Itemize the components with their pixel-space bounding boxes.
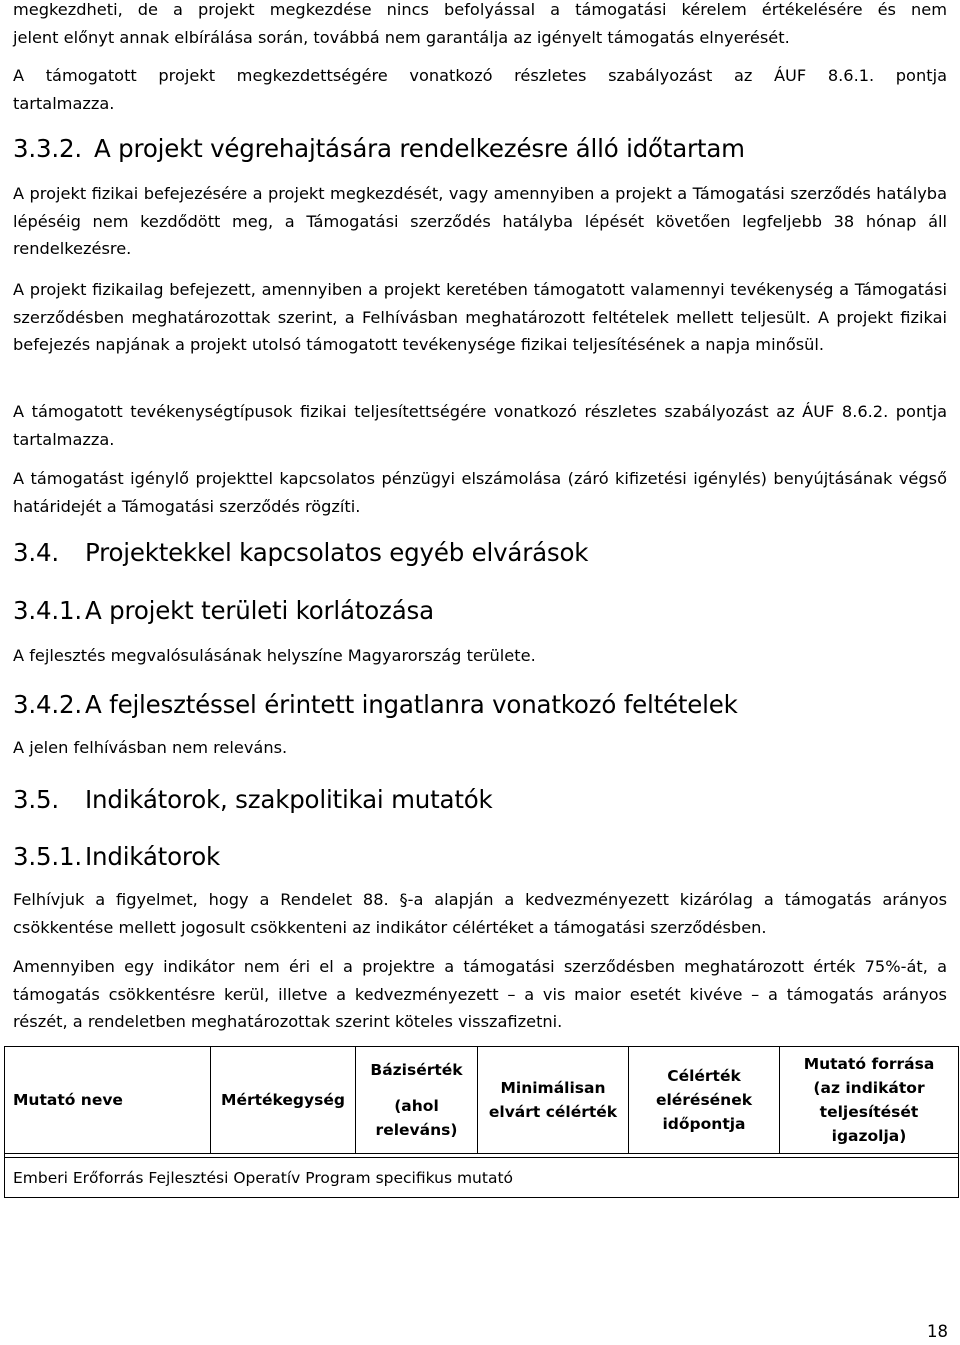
section-number: 3.4.2.	[13, 690, 82, 719]
section-number: 3.4.1.	[13, 596, 82, 625]
section-title: A projekt végrehajtására rendelkezésre álló időtartam	[94, 134, 745, 163]
paragraph: A projekt fizikailag befejezett, amennyiben a projekt keretében támogatott valamennyi tevékenység a Támogatási szerződésben meghatározottak szerint, a Felhívásban meghatározott feltételek mellett teljesült. A projekt fizikai befejezés napjának a projekt utolsó támogatott tevékenysége fizikai teljesítésének a napja minősül.	[13, 280, 947, 354]
section-number: 3.5.	[13, 785, 59, 814]
section-title: Indikátorok, szakpolitikai mutatók	[85, 785, 493, 814]
table-header-line: (ahol releváns)	[375, 1097, 458, 1139]
paragraph: A támogatott tevékenységtípusok fizikai teljesítettségére vonatkozó részletes szabályozást az ÁUF 8.6.2. pontja tartalmazza.	[13, 402, 947, 449]
paragraph-line: megkezdheti, de a projekt megkezdése nincs befolyással a támogatási kérelem értékelésére és nem	[13, 0, 947, 19]
page-number: 18	[927, 1322, 948, 1341]
table-program-cell: Emberi Erőforrás Fejlesztési Operatív Program specifikus mutató	[5, 1158, 959, 1198]
section-number: 3.4.	[13, 538, 59, 567]
section-title: Indikátorok	[85, 842, 220, 871]
paragraph: A támogatást igénylő projekttel kapcsolatos pénzügyi elszámolása (záró kifizetési igénylés) benyújtásának végső határidejét a Támogatási szerződés rögzíti.	[13, 469, 947, 516]
table-row	[5, 1158, 959, 1198]
section-number: 3.3.2.	[13, 134, 82, 163]
paragraph-line: jelent előnyt annak elbírálása során, továbbá nem garantálja az igényelt támogatás elnyerését.	[13, 28, 790, 47]
table-header-cell	[356, 1047, 478, 1154]
paragraph: Felhívjuk a figyelmet, hogy a Rendelet 88. §-a alapján a kedvezményezett kizárólag a támogatás arányos csökkentése mellett jogosult csökkenteni az indikátor célértéket a támogatási szerződésben.	[13, 890, 947, 937]
section-heading	[13, 690, 947, 719]
table-header-cell: Mértékegység	[211, 1047, 356, 1154]
section-title: A fejlesztéssel érintett ingatlanra vonatkozó feltételek	[85, 690, 738, 719]
table-header-cell: Minimálisan elvárt célérték	[478, 1047, 629, 1154]
section-title: Projektekkel kapcsolatos egyéb elvárások	[85, 538, 589, 567]
paragraph: A projekt fizikai befejezésére a projekt megkezdését, vagy amennyiben a projekt a Támogatási szerződés hatályba lépéséig nem kezdődött meg, a Támogatási szerződés hatályba lépését követően legfeljebb 38 hónap áll rendelkezésre.	[13, 184, 947, 258]
section-heading	[13, 134, 947, 163]
paragraph: A fejlesztés megvalósulásának helyszíne Magyarország területe.	[13, 646, 536, 665]
table-header-cell: Célérték elérésének időpontja	[629, 1047, 780, 1154]
paragraph-line: tartalmazza.	[13, 94, 115, 113]
section-heading	[13, 596, 947, 625]
table-header-line: Bázisérték	[370, 1061, 463, 1079]
section-number: 3.5.1.	[13, 842, 82, 871]
table-header-cell: Mutató neve	[5, 1047, 211, 1154]
paragraph: A jelen felhívásban nem releváns.	[13, 738, 288, 757]
paragraph: Amennyiben egy indikátor nem éri el a projektre a támogatási szerződésben meghatározott érték 75%-át, a támogatás csökkentésre kerül, illetve a kedvezményezett – a vis maior esetét kivéve – a támogatás arányos részét, a rendeletben meghatározottak szerint köteles visszafizetni.	[13, 957, 947, 1031]
indicator-table	[4, 1046, 959, 1198]
section-title: A projekt területi korlátozása	[85, 596, 434, 625]
section-heading	[13, 842, 947, 871]
section-heading	[13, 538, 947, 567]
table-header-cell: Mutató forrása (az indikátor teljesítését igazolja)	[780, 1047, 959, 1154]
section-heading	[13, 785, 947, 814]
paragraph-line: A támogatott projekt megkezdettségére vonatkozó részletes szabályozást az ÁUF 8.6.1. pontja	[13, 66, 947, 85]
table-header-row	[5, 1047, 959, 1154]
